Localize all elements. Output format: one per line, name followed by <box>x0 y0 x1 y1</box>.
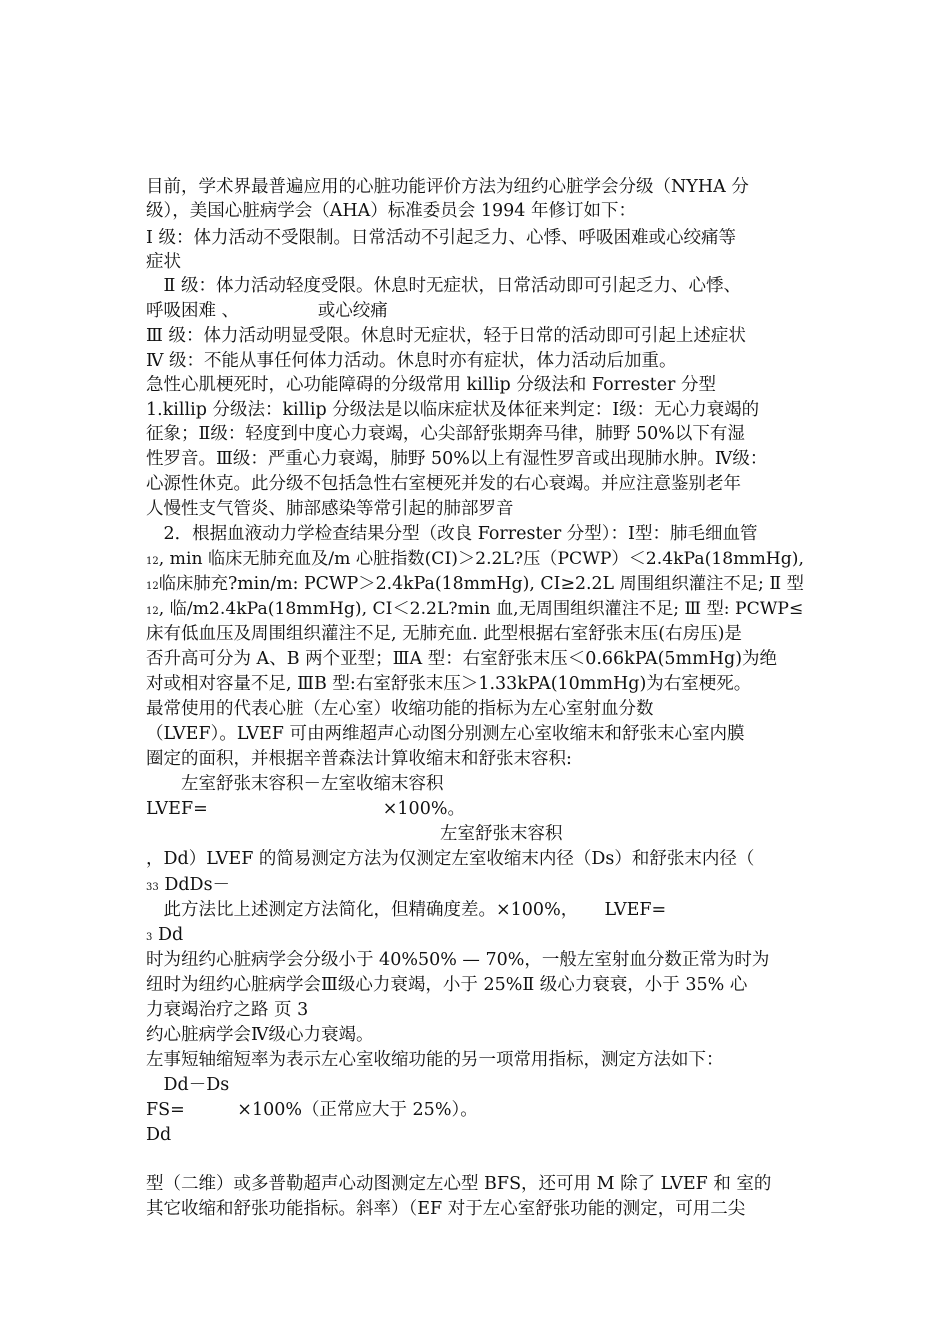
footnote-mark: 12 <box>146 606 159 617</box>
paragraph-line: 2．根据血液动力学检查结果分型（改良 Forrester 分型）：Ⅰ型：肺毛细血管 <box>146 524 758 544</box>
paragraph-line: Ⅲ 级：体力活动明显受限。休息时无症状，轻于日常的活动即可引起上述症状 <box>146 326 746 346</box>
paragraph-line: Ⅱ 级：体力活动轻度受限。休息时无症状，日常活动即可引起乏力、心悸、 <box>146 276 741 296</box>
footnote-mark: 3 <box>146 932 153 943</box>
paragraph-line: 12, min 临床无肺充血及/m 心脏指数(CI)＞2.2L?压（PCWP）＜2.4kPa(18mmHg), <box>146 549 804 569</box>
paragraph-line: 床有低血压及周围组织灌注不足, 无肺充血. 此型根据右室舒张末压(右房压)是 <box>146 624 742 644</box>
formula-denominator: Dd <box>146 1125 172 1145</box>
formula-denominator: 左室舒张末容积 <box>440 824 563 844</box>
paragraph-line: Ⅳ 级：不能从事任何体力活动。休息时亦有症状，体力活动后加重。 <box>146 351 677 371</box>
formula-numerator: 左室舒张末容积－左室收缩末容积 <box>146 774 444 794</box>
paragraph-line: 症状 <box>146 252 181 272</box>
formula-line: FS= ×100%（正常应大于 25%）。 <box>146 1100 478 1120</box>
formula-line: LVEF= ×100%。 <box>146 799 465 819</box>
paragraph-line: 否升高可分为 A、B 两个亚型；ⅢA 型：右室舒张末压＜0.66kPA(5mmHg)为绝 <box>146 649 778 669</box>
paragraph-line: 左事短轴缩短率为表示左心室收缩功能的另一项常用指标，测定方法如下： <box>146 1050 724 1070</box>
paragraph-line: ，Dd）LVEF 的简易测定方法为仅测定左室收缩末内径（Ds）和舒张末内径（ <box>146 849 755 869</box>
formula-line: 33 DdDs－ <box>146 875 231 895</box>
paragraph-line: 型（二维）或多普勒超声心动图测定左心型 BFS，还可用 M 除了 LVEF 和 室的 <box>146 1174 772 1194</box>
footnote-mark: 12 <box>146 556 159 567</box>
formula-numerator: Dd－Ds <box>146 1075 230 1095</box>
paragraph-line: 对或相对容量不足, ⅢB 型:右室舒张末压＞1.33kPA(10mmHg)为右室梗死。 <box>146 674 752 694</box>
footnote-mark: 33 <box>146 882 159 893</box>
paragraph-line: Ⅰ 级：体力活动不受限制。日常活动不引起乏力、心悸、呼吸困难或心绞痛等 <box>146 228 736 248</box>
paragraph-line: 1.killip 分级法：killip 分级法是以临床症状及体征来判定：Ⅰ级：无心力衰竭的 <box>146 400 760 420</box>
paragraph-line: 约心脏病学会Ⅳ级心力衰竭。 <box>146 1025 374 1045</box>
paragraph-line: 急性心肌梗死时，心功能障碍的分级常用 killip 分级法和 Forrester 分型 <box>146 375 716 395</box>
paragraph-line: 征象；Ⅱ级：轻度到中度心力衰竭，心尖部舒张期奔马律，肺野 50%以下有湿 <box>146 424 745 444</box>
paragraph-line: 最常使用的代表心脏（左心室）收缩功能的指标为左心室射血分数 <box>146 699 654 719</box>
paragraph-line: 此方法比上述测定方法简化，但精确度差。×100%， LVEF= <box>146 900 667 920</box>
paragraph-line: 力衰竭治疗之路 页 3 <box>146 1000 309 1020</box>
paragraph-line: 目前，学术界最普遍应用的心脏功能评价方法为纽约心脏学会分级（NYHA 分 <box>146 177 749 197</box>
paragraph-line: 心源性休克。此分级不包括急性右室梗死并发的右心衰竭。并应注意鉴别老年 <box>146 474 741 494</box>
paragraph-line: 性罗音。Ⅲ级：严重心力衰竭，肺野 50%以上有湿性罗音或出现肺水肿。Ⅳ级： <box>146 449 768 469</box>
paragraph-line: 级），美国心脏病学会（AHA）标准委员会 1994 年修订如下： <box>146 201 636 221</box>
footnote-mark: 12 <box>146 581 159 592</box>
formula-line: 3 Dd <box>146 925 184 945</box>
paragraph-line: 其它收缩和舒张功能指标。斜率）（EF 对于左心室舒张功能的测定，可用二尖 <box>146 1199 746 1219</box>
paragraph-line: （LVEF）。LVEF 可由两维超声心动图分别测左心室收缩末和舒张末心室内膜 <box>146 724 745 744</box>
paragraph-line: 纽时为纽约心脏病学会Ⅲ级心力衰竭，小于 25%Ⅱ 级心力衰衰，小于 35% 心 <box>146 975 748 995</box>
paragraph-line: 12临床肺充?min/m: PCWP＞2.4kPa(18mmHg), CI≥2.2L 周围组织灌注不足; Ⅱ 型 <box>146 574 804 594</box>
paragraph-line: 人慢性支气管炎、肺部感染等常引起的肺部罗音 <box>146 499 514 519</box>
paragraph-line: 圈定的面积，并根据辛普森法计算收缩末和舒张末容积: <box>146 749 572 769</box>
paragraph-line: 12, 临/m2.4kPa(18mmHg), CI＜2.2L?min 血,无周围组织灌注不足; Ⅲ 型: PCWP≤ <box>146 599 804 619</box>
paragraph-line: 呼吸困难 、 或心绞痛 <box>146 301 388 321</box>
paragraph-line: 时为纽约心脏病学会分级小于 40%50% — 70%，一般左室射血分数正常为时为 <box>146 950 770 970</box>
